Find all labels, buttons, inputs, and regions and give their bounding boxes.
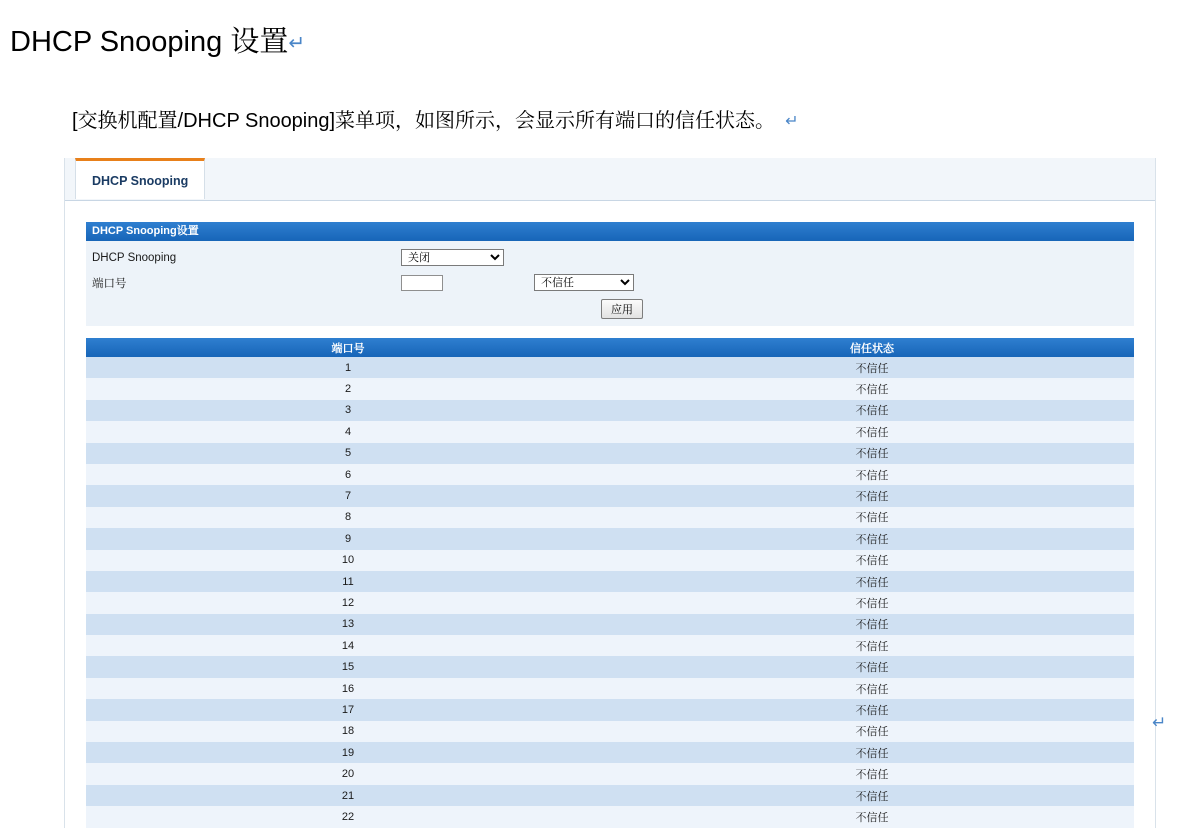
cell-port: 6: [86, 464, 610, 485]
table-row: [86, 806, 1134, 827]
label-port-number: 端口号: [92, 277, 127, 290]
cell-trust-state: 不信任: [610, 678, 1134, 699]
cell-trust-state: 不信任: [610, 614, 1134, 635]
cell-trust-state: 不信任: [610, 507, 1134, 528]
cell-trust-state: 不信任: [610, 421, 1134, 442]
pilcrow-mark: ↵: [288, 32, 306, 55]
table-row: [86, 635, 1134, 656]
header-port: 端口号: [86, 338, 610, 357]
pilcrow-mark-trailing: ↵: [1152, 713, 1167, 732]
table-row: [86, 721, 1134, 742]
cell-trust-state: 不信任: [610, 763, 1134, 784]
body-paragraph-text: [交换机配置/DHCP Snooping]菜单项，如图所示，会显示所有端口的信任状态。: [72, 110, 776, 132]
apply-button[interactable]: 应用: [601, 299, 643, 319]
cell-trust-state: 不信任: [610, 592, 1134, 613]
page-title-text: DHCP Snooping 设置: [10, 26, 289, 58]
cell-port: 21: [86, 785, 610, 806]
header-trust-state: 信任状态: [610, 338, 1134, 357]
table-row: [86, 592, 1134, 613]
cell-port: 19: [86, 742, 610, 763]
cell-port: 13: [86, 614, 610, 635]
cell-port: 3: [86, 400, 610, 421]
port-trust-table: [86, 338, 1134, 828]
cell-trust-state: 不信任: [610, 635, 1134, 656]
table-row: [86, 656, 1134, 677]
table-row: [86, 464, 1134, 485]
cell-port: 1: [86, 357, 610, 378]
ui-tabbar: [65, 158, 1155, 201]
table-header-row: [86, 338, 1134, 357]
select-dhcp-snooping-enable[interactable]: [401, 249, 504, 266]
table-body: [86, 357, 1134, 828]
table-row: [86, 678, 1134, 699]
table-row: [86, 699, 1134, 720]
cell-trust-state: 不信任: [610, 357, 1134, 378]
cell-trust-state: 不信任: [610, 400, 1134, 421]
cell-port: 18: [86, 721, 610, 742]
cell-port: 2: [86, 378, 610, 399]
cell-port: 10: [86, 550, 610, 571]
table-row: [86, 550, 1134, 571]
cell-port: 20: [86, 763, 610, 784]
cell-trust-state: 不信任: [610, 656, 1134, 677]
table-row: [86, 763, 1134, 784]
cell-port: 14: [86, 635, 610, 656]
cell-port: 7: [86, 485, 610, 506]
cell-port: 4: [86, 421, 610, 442]
cell-trust-state: 不信任: [610, 806, 1134, 827]
cell-port: 15: [86, 656, 610, 677]
table-head: [86, 338, 1134, 357]
cell-trust-state: 不信任: [610, 550, 1134, 571]
cell-port: 5: [86, 443, 610, 464]
cell-port: 22: [86, 806, 610, 827]
cell-trust-state: 不信任: [610, 443, 1134, 464]
section-header-dhcp-snooping-settings: DHCP Snooping设置: [86, 222, 1134, 241]
label-dhcp-snooping: DHCP Snooping: [92, 251, 177, 264]
cell-trust-state: 不信任: [610, 378, 1134, 399]
cell-port: 9: [86, 528, 610, 549]
select-trust-state[interactable]: [534, 274, 634, 291]
ui-body: [65, 222, 1155, 828]
table-row: [86, 400, 1134, 421]
table-row: [86, 785, 1134, 806]
cell-port: 16: [86, 678, 610, 699]
cell-port: 12: [86, 592, 610, 613]
table-row: [86, 507, 1134, 528]
input-port-number[interactable]: [401, 275, 443, 291]
cell-trust-state: 不信任: [610, 699, 1134, 720]
embedded-screenshot: [0, 158, 1200, 824]
cell-trust-state: 不信任: [610, 485, 1134, 506]
tab-dhcp-snooping[interactable]: DHCP Snooping: [75, 158, 205, 199]
body-paragraph: [72, 106, 798, 137]
table-row: [86, 528, 1134, 549]
cell-trust-state: 不信任: [610, 785, 1134, 806]
switch-web-ui: [64, 158, 1156, 828]
settings-form: [86, 241, 1134, 326]
cell-trust-state: 不信任: [610, 571, 1134, 592]
table-row: [86, 357, 1134, 378]
cell-port: 8: [86, 507, 610, 528]
table-row: [86, 485, 1134, 506]
table-row: [86, 378, 1134, 399]
cell-port: 11: [86, 571, 610, 592]
cell-trust-state: 不信任: [610, 464, 1134, 485]
form-row-port: [86, 272, 1134, 293]
cell-trust-state: 不信任: [610, 721, 1134, 742]
table-row: [86, 443, 1134, 464]
apply-row: [86, 297, 1134, 319]
page-title: [10, 22, 305, 63]
form-row-enable: [86, 247, 1134, 268]
table-row: [86, 571, 1134, 592]
table-row: [86, 614, 1134, 635]
table-row: [86, 742, 1134, 763]
cell-port: 17: [86, 699, 610, 720]
cell-trust-state: 不信任: [610, 742, 1134, 763]
table-row: [86, 421, 1134, 442]
cell-trust-state: 不信任: [610, 528, 1134, 549]
pilcrow-mark: ↵: [785, 112, 799, 130]
